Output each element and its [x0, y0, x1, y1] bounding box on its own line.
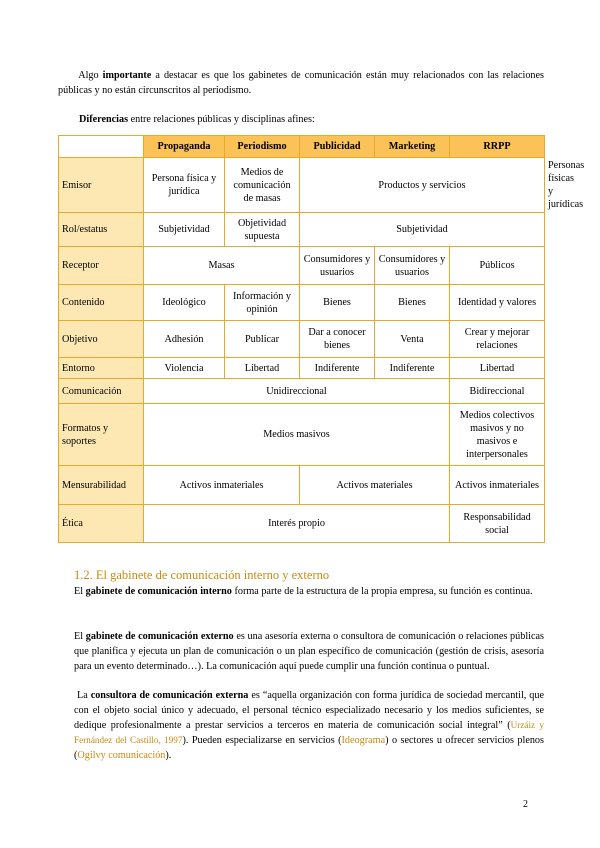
p3-mid2: ). Pueden especializarse en servicios ( [182, 735, 342, 746]
table-cell: Masas [144, 247, 300, 285]
table-row [59, 379, 545, 404]
differences-bold: Diferencias [79, 114, 129, 125]
header-periodismo: Periodismo [225, 136, 300, 158]
table-cell: Libertad [225, 358, 300, 379]
p3-bold: consultora de comunicación externa [90, 690, 249, 701]
row-label: Formatos y soportes [59, 404, 144, 466]
table-cell: Violencia [144, 358, 225, 379]
row-label: Emisor [59, 158, 144, 213]
table-cell: Responsabilidad social [450, 505, 545, 543]
row-label: Contenido [59, 285, 144, 321]
table-cell: Identidad y valores [450, 285, 545, 321]
table-cell: Adhesión [144, 321, 225, 358]
table-row [59, 285, 545, 321]
intro-pre: Algo [78, 70, 103, 81]
p2-post: es una asesoría externa o consultora de comunicación o relaciones públicas que planifica y ejecuta un plan de comunicación o un plan específico de comunicación (gestión de crisis, asesoría para un evento determinado…). La comunicación aquí puede cumplir una función continua o puntual. [74, 631, 544, 672]
differences-post: entre relaciones públicas y disciplinas afines: [128, 114, 315, 125]
table-cell: Activos materiales [300, 466, 450, 505]
row-label: Entorno [59, 358, 144, 379]
header-marketing: Marketing [375, 136, 450, 158]
paragraph-external [74, 629, 544, 674]
table-cell: Publicar [225, 321, 300, 358]
intro-post: a destacar es que los gabinetes de comunicación están muy relacionados con las relaciones públicas y no están circunscritos al periodismo. [58, 70, 545, 96]
ogilvy-link[interactable]: Ogilvy comunicación [77, 750, 166, 761]
table-cell: Unidireccional [144, 379, 450, 404]
table-cell: Productos y servicios [300, 158, 545, 213]
table-row [59, 404, 545, 466]
ideograma-link[interactable]: Ideograma [341, 735, 386, 746]
table-cell: Medios colectivos masivos y no masivos e interpersonales [450, 404, 545, 466]
table-cell: Crear y mejorar relaciones [450, 321, 545, 358]
intro-bold: importante [102, 70, 152, 81]
table-cell: Bienes [375, 285, 450, 321]
table-cell: Activos inmateriales [144, 466, 300, 505]
table-row [59, 466, 545, 505]
table-cell: Información y opinión [225, 285, 300, 321]
table-cell: Subjetividad [300, 213, 545, 247]
table-cell: Indiferente [300, 358, 375, 379]
table-cell: Persona física y jurídica [144, 158, 225, 213]
p1-bold: gabinete de comunicación interno [85, 586, 232, 597]
header-publicidad: Publicidad [300, 136, 375, 158]
table-cell: Medios de comunicación de masas [225, 158, 300, 213]
table-row [59, 213, 545, 247]
citation-link[interactable]: Urzáiz y Fernández del Castillo, 1997 [74, 720, 545, 745]
table-cell: Medios masivos [144, 404, 450, 466]
table-cell: Venta [375, 321, 450, 358]
paragraph-consultora [74, 688, 544, 763]
table-cell: Públicos [450, 247, 545, 285]
table-cell: Bienes [300, 285, 375, 321]
table-cell: Activos inmateriales [450, 466, 545, 505]
table-cell: Ideológico [144, 285, 225, 321]
table-cell: Consumidores y usuarios [375, 247, 450, 285]
intro-paragraph [58, 68, 544, 98]
row-label: Comunicación [59, 379, 144, 404]
table-corner [59, 136, 144, 158]
table-row: Emisor Persona física y jurídica Medios de comunicación de masas Productos y servicios Personas físicas y jurídicas [59, 158, 545, 213]
table-row [59, 321, 545, 358]
differences-line [79, 112, 315, 127]
p1-pre: El [74, 586, 86, 597]
table-cell: Subjetividad [144, 213, 225, 247]
table-cell: Interés propio [144, 505, 450, 543]
page-number: 2 [523, 799, 528, 810]
table-cell: Consumidores y usuarios [300, 247, 375, 285]
row-label: Mensurabilidad [59, 466, 144, 505]
header-rrpp: RRPP [450, 136, 545, 158]
row-label: Receptor [59, 247, 144, 285]
p3-mid3: ) o sectores u ofrecer servicios plenos ( [74, 735, 544, 761]
p3-end: ). [165, 750, 172, 761]
table-cell: Indiferente [375, 358, 450, 379]
comparison-table [58, 135, 585, 543]
row-label: Rol/estatus [59, 213, 144, 247]
table-row [59, 358, 545, 379]
p3-mid: es “aquella organización con forma jurídica de sociedad mercantil, que con el objeto social único y adecuado, el personal técnico especializado necesario y los medios suficientes, se dedique profesionalmente a prestar servicios a terceros en materia de comunicación social integral” ( [74, 690, 544, 731]
p2-bold: gabinete de comunicación externo [85, 631, 234, 642]
section-heading: 1.2. El gabinete de comunicación interno y externo [74, 568, 330, 582]
table-cell: Dar a conocer bienes [300, 321, 375, 358]
table-cell: Libertad [450, 358, 545, 379]
table-row [59, 505, 545, 543]
p1-post: forma parte de la estructura de la propia empresa, su función es continua. [231, 586, 533, 597]
p2-pre: El [74, 631, 86, 642]
paragraph-internal [74, 584, 544, 599]
row-label: Ética [59, 505, 144, 543]
row-label: Objetivo [59, 321, 144, 358]
table-cell: Bidireccional [450, 379, 545, 404]
p3-pre: La [76, 690, 91, 701]
table-cell: Objetividad supuesta [225, 213, 300, 247]
table-row [59, 247, 545, 285]
header-propaganda: Propaganda [144, 136, 225, 158]
